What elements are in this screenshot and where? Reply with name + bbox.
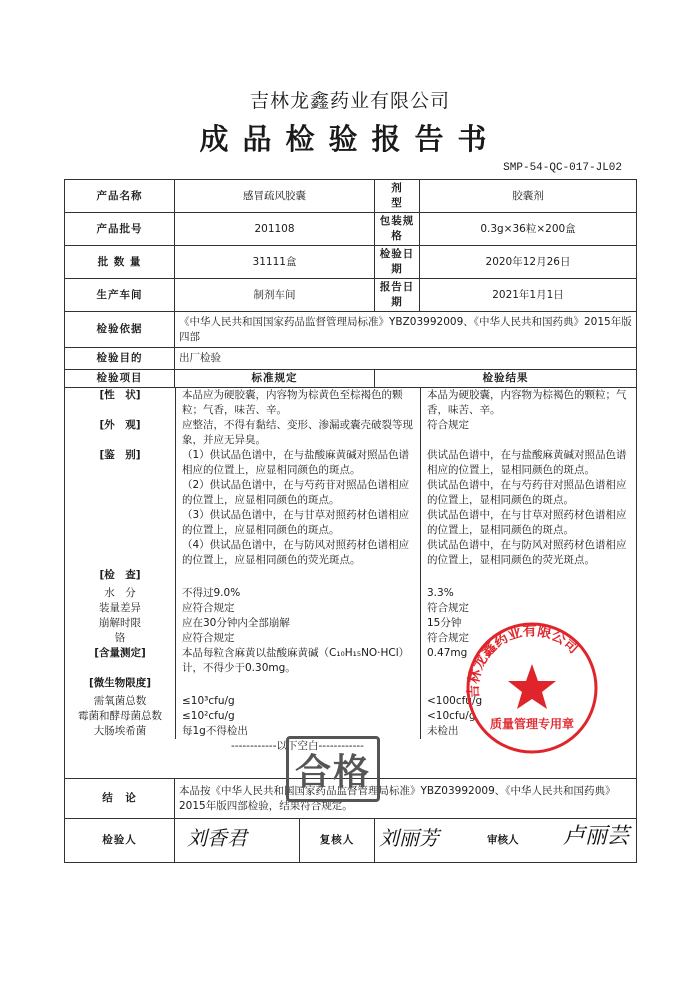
item-standard: 本品每粒含麻黄以盐酸麻黄碱（C₁₀H₁₅NO·HCl）计，不得少于0.30mg。 [175, 646, 420, 676]
header-item: 检验项目 [65, 370, 175, 388]
item-row [65, 388, 637, 418]
conclusion-label: 结 论 [65, 779, 175, 819]
item-result [420, 568, 637, 586]
qty-label: 批 数 量 [65, 246, 175, 279]
inspector-signature: 刘香君 [187, 826, 247, 850]
item-name [65, 508, 175, 538]
item-name: [含量测定] [94, 647, 146, 659]
item-name: 装量差异 [99, 602, 141, 614]
item-standard: （4）供试品色谱中，在与防风对照药材色谱相应的位置上，应显相同颜色的荧光斑点。 [175, 538, 420, 568]
item-name: [外 观] [99, 419, 141, 431]
batch-value: 201108 [175, 213, 375, 246]
item-result: 供试品色谱中，在与芍药苷对照品色谱相应的位置上，显相同颜色的斑点。 [420, 478, 637, 508]
reviewer-label: 复核人 [300, 819, 375, 863]
product-name-value: 感冒疏风胶囊 [175, 180, 375, 213]
item-result: <100cfu/g [420, 694, 637, 709]
report-date-value: 2021年1月1日 [420, 279, 637, 312]
dosage-label: 剂 型 [375, 180, 420, 213]
dosage-value: 胶囊剂 [420, 180, 637, 213]
item-standard: ≤10³cfu/g [175, 694, 420, 709]
item-name: 崩解时限 [99, 617, 141, 629]
product-name-label: 产品名称 [65, 180, 175, 213]
item-result: 符合规定 [420, 631, 637, 646]
inspector-label: 检验人 [65, 819, 175, 863]
quality-seal [462, 618, 602, 758]
workshop-label: 生产车间 [65, 279, 175, 312]
purpose-value: 出厂检验 [175, 348, 637, 370]
item-standard: 每1g不得检出 [175, 724, 420, 739]
seal-subtext: 质量管理专用章 [489, 717, 575, 731]
check-header-row [65, 568, 637, 586]
blank-note: ------------以下空白------------ [231, 740, 364, 752]
test-date-value: 2020年12月26日 [420, 246, 637, 279]
item-standard: 应符合规定 [175, 631, 420, 646]
approver-signature: 卢丽芸 [563, 824, 630, 849]
batch-label: 产品批号 [65, 213, 175, 246]
item-result: 0.47mg [420, 646, 637, 676]
basis-label: 检验依据 [65, 312, 175, 348]
conclusion-value: 本品按《中华人民共和国国家药品监督管理局标准》YBZ03992009、《中华人民共和国药典》2015年版四部检验，结果符合规定。 [175, 779, 637, 819]
item-name: [鉴 别] [99, 449, 141, 461]
item-standard: （3）供试品色谱中，在与甘草对照药材色谱相应的位置上，应显相同颜色的斑点。 [175, 508, 420, 538]
qty-value: 31111盒 [175, 246, 375, 279]
seal-star-icon [508, 664, 556, 709]
item-row [65, 448, 637, 478]
item-standard [175, 568, 420, 586]
item-result: 15分钟 [420, 616, 637, 631]
spec-value: 0.3g×36粒×200盒 [420, 213, 637, 246]
item-standard: （1）供试品色谱中，在与盐酸麻黄碱对照品色谱相应的位置上，应显相同颜色的斑点。 [175, 448, 420, 478]
item-name [65, 538, 175, 568]
report-date-label: 报告日期 [375, 279, 420, 312]
header-standard: 标准规定 [175, 370, 375, 388]
item-result: 供试品色谱中，在与盐酸麻黄碱对照品色谱相应的位置上，显相同颜色的斑点。 [420, 448, 637, 478]
reviewer-signature: 刘丽芳 [379, 826, 439, 850]
item-result: 本品为硬胶囊，内容物为棕褐色的颗粒；气香，味苦、辛。 [420, 388, 637, 418]
item-name: [微生物限度] [88, 677, 152, 689]
item-result: 符合规定 [420, 601, 637, 616]
item-name: [检 查] [99, 569, 141, 581]
item-name [65, 478, 175, 508]
purpose-label: 检验目的 [65, 348, 175, 370]
item-result: 未检出 [420, 724, 637, 739]
item-result: <10cfu/g [420, 709, 637, 724]
item-name: 水 分 [104, 587, 136, 599]
item-standard: 应在30分钟内全部崩解 [175, 616, 420, 631]
item-name: [性 状] [99, 389, 141, 401]
item-standard: 不得过9.0% [175, 586, 420, 601]
item-result: 供试品色谱中，在与甘草对照药材色谱相应的位置上，显相同颜色的斑点。 [420, 508, 637, 538]
header-result: 检验结果 [375, 370, 637, 388]
item-row [65, 508, 637, 538]
item-standard: （2）供试品色谱中，在与芍药苷对照品色谱相应的位置上，应显相同颜色的斑点。 [175, 478, 420, 508]
item-result: 供试品色谱中，在与防风对照药材色谱相应的位置上，显相同颜色的荧光斑点。 [420, 538, 637, 568]
check-row [65, 586, 637, 601]
approver-label: 审核人 [487, 834, 519, 846]
qualified-stamp [286, 736, 380, 802]
item-standard: 应整洁，不得有黏结、变形、渗漏或囊壳破裂等现象，并应无异臭。 [175, 418, 420, 448]
item-row [65, 538, 637, 568]
item-result: 符合规定 [420, 418, 637, 448]
item-standard: ≤10²cfu/g [175, 709, 420, 724]
inspector-signature-cell [175, 819, 300, 863]
item-standard [175, 676, 420, 694]
item-name: 大肠埃希菌 [93, 725, 147, 737]
item-standard: 应符合规定 [175, 601, 420, 616]
report-title: 成品检验报告书 [199, 122, 501, 156]
document-number: SMP-54-QC-017-JL02 [503, 162, 622, 174]
item-name: 铬 [114, 632, 126, 644]
company-name: 吉林龙鑫药业有限公司 [249, 90, 450, 112]
stamp-text: 合格 [294, 751, 371, 793]
item-name: 需氧菌总数 [93, 695, 147, 707]
item-row [65, 418, 637, 448]
item-name: 霉菌和酵母菌总数 [78, 710, 162, 722]
item-standard: 本品应为硬胶囊，内容物为棕黄色至棕褐色的颗粒；气香，味苦、辛。 [175, 388, 420, 418]
check-row [65, 601, 637, 616]
test-date-label: 检验日期 [375, 246, 420, 279]
reviewer-approver-cell [375, 819, 637, 863]
item-row [65, 478, 637, 508]
basis-value: 《中华人民共和国国家药品监督管理局标准》YBZ03992009、《中华人民共和国药典》2015年版四部 [175, 312, 637, 348]
seal-text: 吉林龙鑫药业有限公司 [465, 623, 582, 699]
workshop-value: 制剂车间 [175, 279, 375, 312]
spec-label: 包装规格 [375, 213, 420, 246]
item-result: 3.3% [420, 586, 637, 601]
